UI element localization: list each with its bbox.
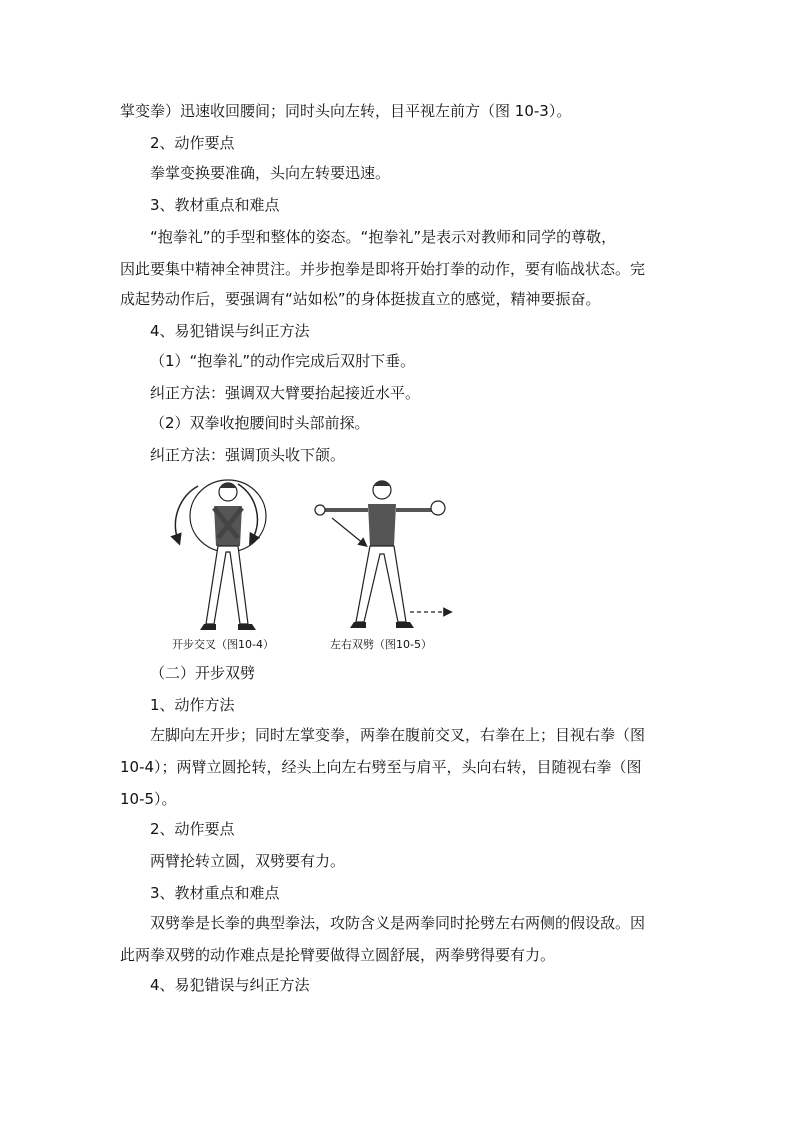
text-line: 两臂抡转立圆，双劈要有力。: [150, 852, 346, 870]
figure-open-step-cross: [175, 480, 266, 630]
text-line: 纠正方法：强调顶头收下颌。: [150, 446, 346, 464]
text-line: “抱拳礼”的手型和整体的姿态。“抱拳礼”是表示对教师和同学的尊敬，: [150, 228, 617, 246]
section-heading: 2、动作要点: [150, 820, 235, 838]
text-line: 纠正方法：强调双大臂要抬起接近水平。: [150, 384, 421, 402]
text-line: 双劈拳是长拳的典型拳法，攻防含义是两拳同时抡劈左右两侧的假设敌。因: [150, 914, 646, 932]
section-heading: 4、易犯错误与纠正方法: [150, 322, 310, 340]
text-line: 此两拳双劈的动作难点是抡臂要做得立圆舒展，两拳劈得要有力。: [120, 946, 556, 964]
text-line: 10-4）；两臂立圆抡转，经头上向左右劈至与肩平，头向右转，目随视右拳（图: [120, 758, 642, 776]
text-line: （1）“抱拳礼”的动作完成后双肘下垂。: [150, 352, 416, 370]
martial-arts-illustration: [160, 474, 455, 660]
text-line: 掌变拳）迅速收回腰间；同时头向左转，目平视左前方（图 10-3）。: [120, 102, 572, 120]
section-heading: 1、动作方法: [150, 696, 235, 714]
figure-caption-left: 开步交叉（图10-4）: [172, 638, 274, 651]
text-line: 左脚向左开步；同时左掌变拳，两拳在腹前交叉，右拳在上；目视右拳（图: [150, 726, 646, 744]
section-heading: （二）开步双劈: [150, 664, 256, 682]
text-line: 成起势动作后，要强调有“站如松”的身体挺拔直立的感觉，精神要振奋。: [120, 290, 601, 308]
section-heading: 3、教材重点和难点: [150, 196, 280, 214]
text-line: 因此要集中精神全神贯注。并步抱拳是即将开始打拳的动作，要有临战状态。完: [120, 260, 646, 278]
section-heading: 3、教材重点和难点: [150, 884, 280, 902]
section-heading: 4、易犯错误与纠正方法: [150, 976, 310, 994]
text-line: 拳掌变换要准确，头向左转要迅速。: [150, 164, 391, 182]
illustration-figure: [160, 474, 455, 660]
figure-double-chop: [315, 481, 448, 628]
text-line: 10-5）。: [120, 790, 177, 808]
section-heading: 2、动作要点: [150, 134, 235, 152]
figure-caption-right: 左右双劈（图10-5）: [330, 638, 432, 651]
text-line: （2）双拳收抱腰间时头部前探。: [150, 414, 370, 432]
